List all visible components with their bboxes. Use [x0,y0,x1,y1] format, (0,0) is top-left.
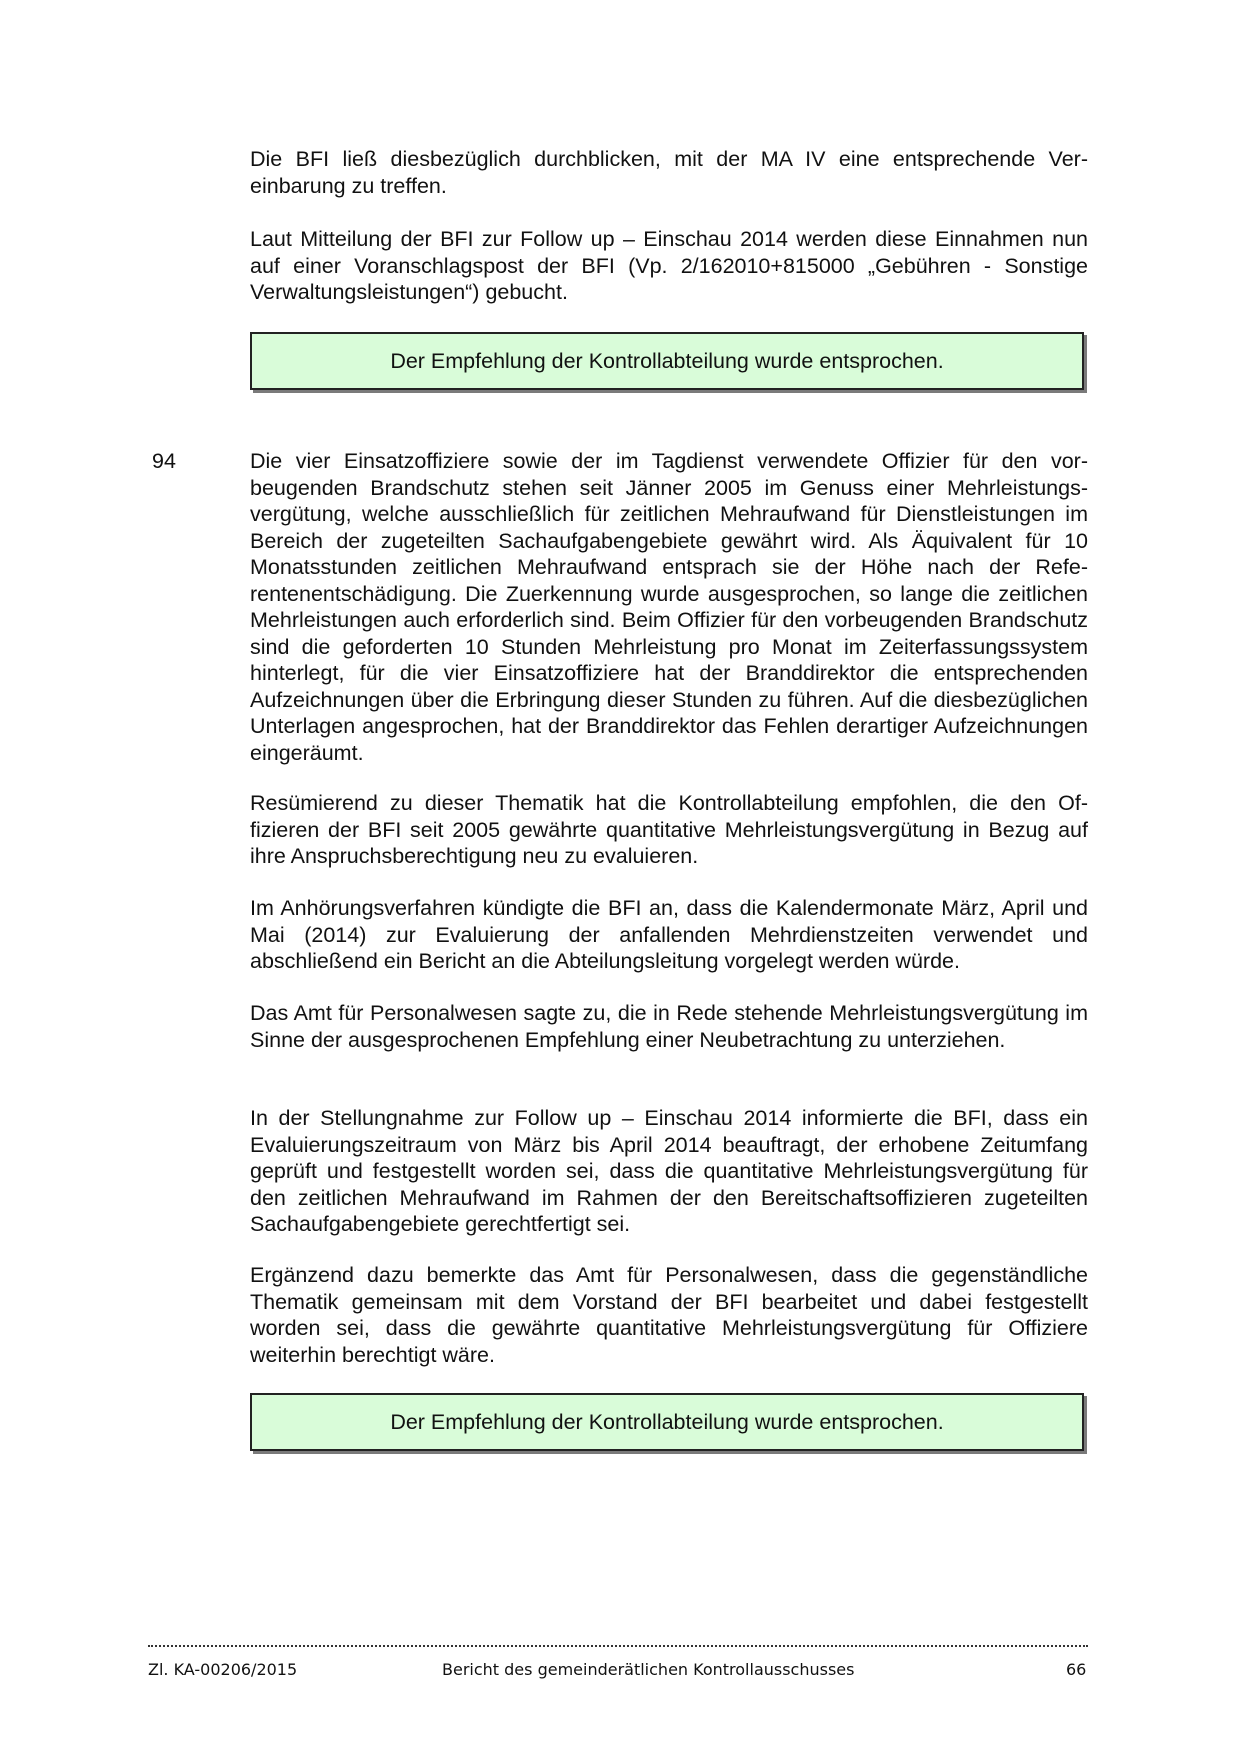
paragraph-main-4: Das Amt für Personalwesen sagte zu, die in Rede stehende Mehrleistungsvergütung im Sinne der ausgesprochenen Empfehlung einer Neubetrachtung zu unterziehen. [250,1001,1088,1052]
footer-reference: Zl. KA-00206/2015 [148,1660,298,1679]
recommendation-box-2 [250,1393,1084,1451]
section-number: 94 [152,449,176,473]
paragraph-intro-1: Die BFI ließ diesbezüglich durchblicken, mit der MA IV eine entsprechende Vereinbarung zu treffen. [250,147,1088,198]
paragraph-main-3: Im Anhörungsverfahren kündigte die BFI an, dass die Kalendermonate März, April und Mai (2014) zur Evaluierung der anfallenden Mehrdienstzeiten verwendet und abschließend ein Bericht an die Abteilungsleitung vorgelegt werden würde. [250,896,1088,973]
paragraph-main-2: Resümierend zu dieser Thematik hat die Kontrollabteilung empfohlen, die den Offizieren der BFI seit 2005 gewährte quantitative Mehrleistungsvergütung in Bezug auf ihre Anspruchsberechtigung neu zu evaluieren. [250,791,1088,868]
recommendation-box-2-text: Der Empfehlung der Kontrollabteilung wurde entsprochen. [390,1409,944,1434]
footer-page-number: 66 [1066,1660,1087,1679]
footer-title: Bericht des gemeinderätlichen Kontrollausschusses [442,1660,855,1679]
paragraph-intro-2: Laut Mitteilung der BFI zur Follow up – Einschau 2014 werden diese Einnahmen nun auf einer Voranschlagspost der BFI (Vp. 2/162010+815000 „Gebühren - Sonstige Verwaltungsleistungen“) gebucht. [250,227,1088,304]
paragraph-main-6: Ergänzend dazu bemerkte das Amt für Personalwesen, dass die gegenständliche Thematik gemeinsam mit dem Vorstand der BFI bearbeitet und dabei festgestellt worden sei, dass die gewährte quantitative Mehrleistungsvergütung für Offiziere weiterhin berechtigt wäre. [250,1263,1088,1367]
footer-divider [148,1645,1088,1647]
paragraph-main-1: Die vier Einsatzoffiziere sowie der im Tagdienst verwendete Offizier für den vorbeugenden Brandschutz stehen seit Jänner 2005 im Genuss einer Mehrleistungsvergütung, welche ausschließlich für zeitlichen Mehraufwand für Dienstleistungen im Bereich der zugeteilten Sachaufgabengebiete gewährt wird. Als Äquivalent für 10 Monatsstunden zeitlichen Mehraufwand entsprach sie der Höhe nach der Referentenentschädigung. Die Zuerkennung wurde ausgesprochen, so lange die zeitlichen Mehrleistungen auch erforderlich sind. Beim Offizier für den vorbeugenden Brandschutz sind die geforderten 10 Stunden Mehrleistung pro Monat im Zeiterfassungssystem hinterlegt, für die vier Einsatzoffiziere hat der Branddirektor die entsprechenden Aufzeichnungen über die Erbringung dieser Stunden zu führen. Auf die diesbezüglichen Unterlagen angesprochen, hat der Branddirektor das Fehlen derartiger Aufzeichnungen eingeräumt. [250,449,1088,765]
recommendation-box-1-text: Der Empfehlung der Kontrollabteilung wurde entsprochen. [390,348,944,373]
recommendation-box-1 [250,332,1084,390]
paragraph-main-5: In der Stellungnahme zur Follow up – Einschau 2014 informierte die BFI, dass ein Evaluierungszeitraum von März bis April 2014 beauftragt, der erhobene Zeitumfang geprüft und festgestellt worden sei, dass die quantitative Mehrleistungsvergütung für den zeitlichen Mehraufwand im Rahmen der den Bereitschaftsoffizieren zugeteilten Sachaufgabengebiete gerechtfertigt sei. [250,1106,1088,1236]
